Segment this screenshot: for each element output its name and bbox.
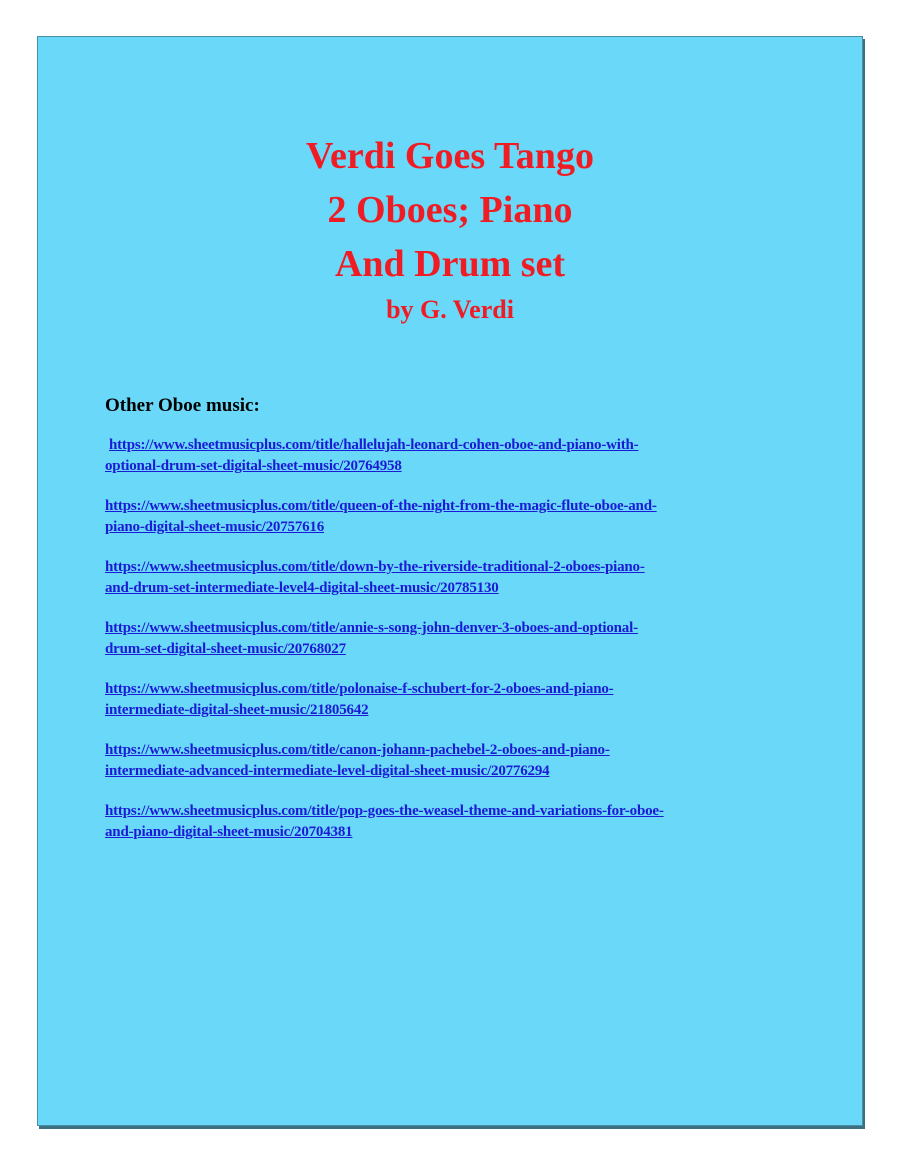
- sheet-music-link[interactable]: [105, 435, 805, 477]
- sheet-music-link[interactable]: [105, 801, 805, 843]
- list-item: [105, 557, 805, 618]
- composer-byline: by G. Verdi: [386, 295, 514, 324]
- link-line-2: intermediate-advanced-intermediate-level-digital-sheet-music/20776294: [105, 763, 550, 779]
- other-music-links: [105, 435, 805, 862]
- link-line-1: https://www.sheetmusicplus.com/title/annie-s-song-john-denver-3-oboes-and-optional-: [105, 620, 638, 636]
- link-line-1: https://www.sheetmusicplus.com/title/down-by-the-riverside-traditional-2-oboes-piano-: [105, 559, 645, 575]
- sheet-music-link[interactable]: [105, 618, 805, 660]
- title-block: [38, 129, 862, 327]
- link-line-2: optional-drum-set-digital-sheet-music/20764958: [105, 458, 402, 474]
- list-item: [105, 801, 805, 862]
- list-item: [105, 618, 805, 679]
- cover-page: [37, 36, 863, 1126]
- link-line-1: https://www.sheetmusicplus.com/title/canon-johann-pachebel-2-oboes-and-piano-: [105, 742, 610, 758]
- link-line-2: piano-digital-sheet-music/20757616: [105, 519, 325, 535]
- link-line-2: and-drum-set-intermediate-level4-digital-sheet-music/20785130: [105, 580, 499, 596]
- link-line-1: https://www.sheetmusicplus.com/title/polonaise-f-schubert-for-2-oboes-and-piano-: [105, 681, 614, 697]
- other-music-heading: Other Oboe music:: [105, 395, 260, 416]
- list-item: [105, 496, 805, 557]
- link-line-2: and-piano-digital-sheet-music/20704381: [105, 824, 353, 840]
- link-line-2: drum-set-digital-sheet-music/20768027: [105, 641, 346, 657]
- title-line-3: And Drum set: [334, 243, 566, 285]
- link-line-1: https://www.sheetmusicplus.com/title/hallelujah-leonard-cohen-oboe-and-piano-with-: [109, 437, 639, 453]
- list-item: [105, 740, 805, 801]
- title-line-1: Verdi Goes Tango: [306, 135, 594, 177]
- link-line-1: https://www.sheetmusicplus.com/title/queen-of-the-night-from-the-magic-flute-oboe-and-: [105, 498, 657, 514]
- link-line-2: intermediate-digital-sheet-music/21805642: [105, 702, 369, 718]
- link-line-1: https://www.sheetmusicplus.com/title/pop-goes-the-weasel-theme-and-variations-for-oboe-: [105, 803, 664, 819]
- list-item: [105, 435, 805, 496]
- sheet-music-link[interactable]: [105, 679, 805, 721]
- sheet-music-link[interactable]: [105, 496, 805, 538]
- sheet-music-link[interactable]: [105, 557, 805, 599]
- list-item: [105, 679, 805, 740]
- title-line-2: 2 Oboes; Piano: [327, 189, 573, 231]
- sheet-music-link[interactable]: [105, 740, 805, 782]
